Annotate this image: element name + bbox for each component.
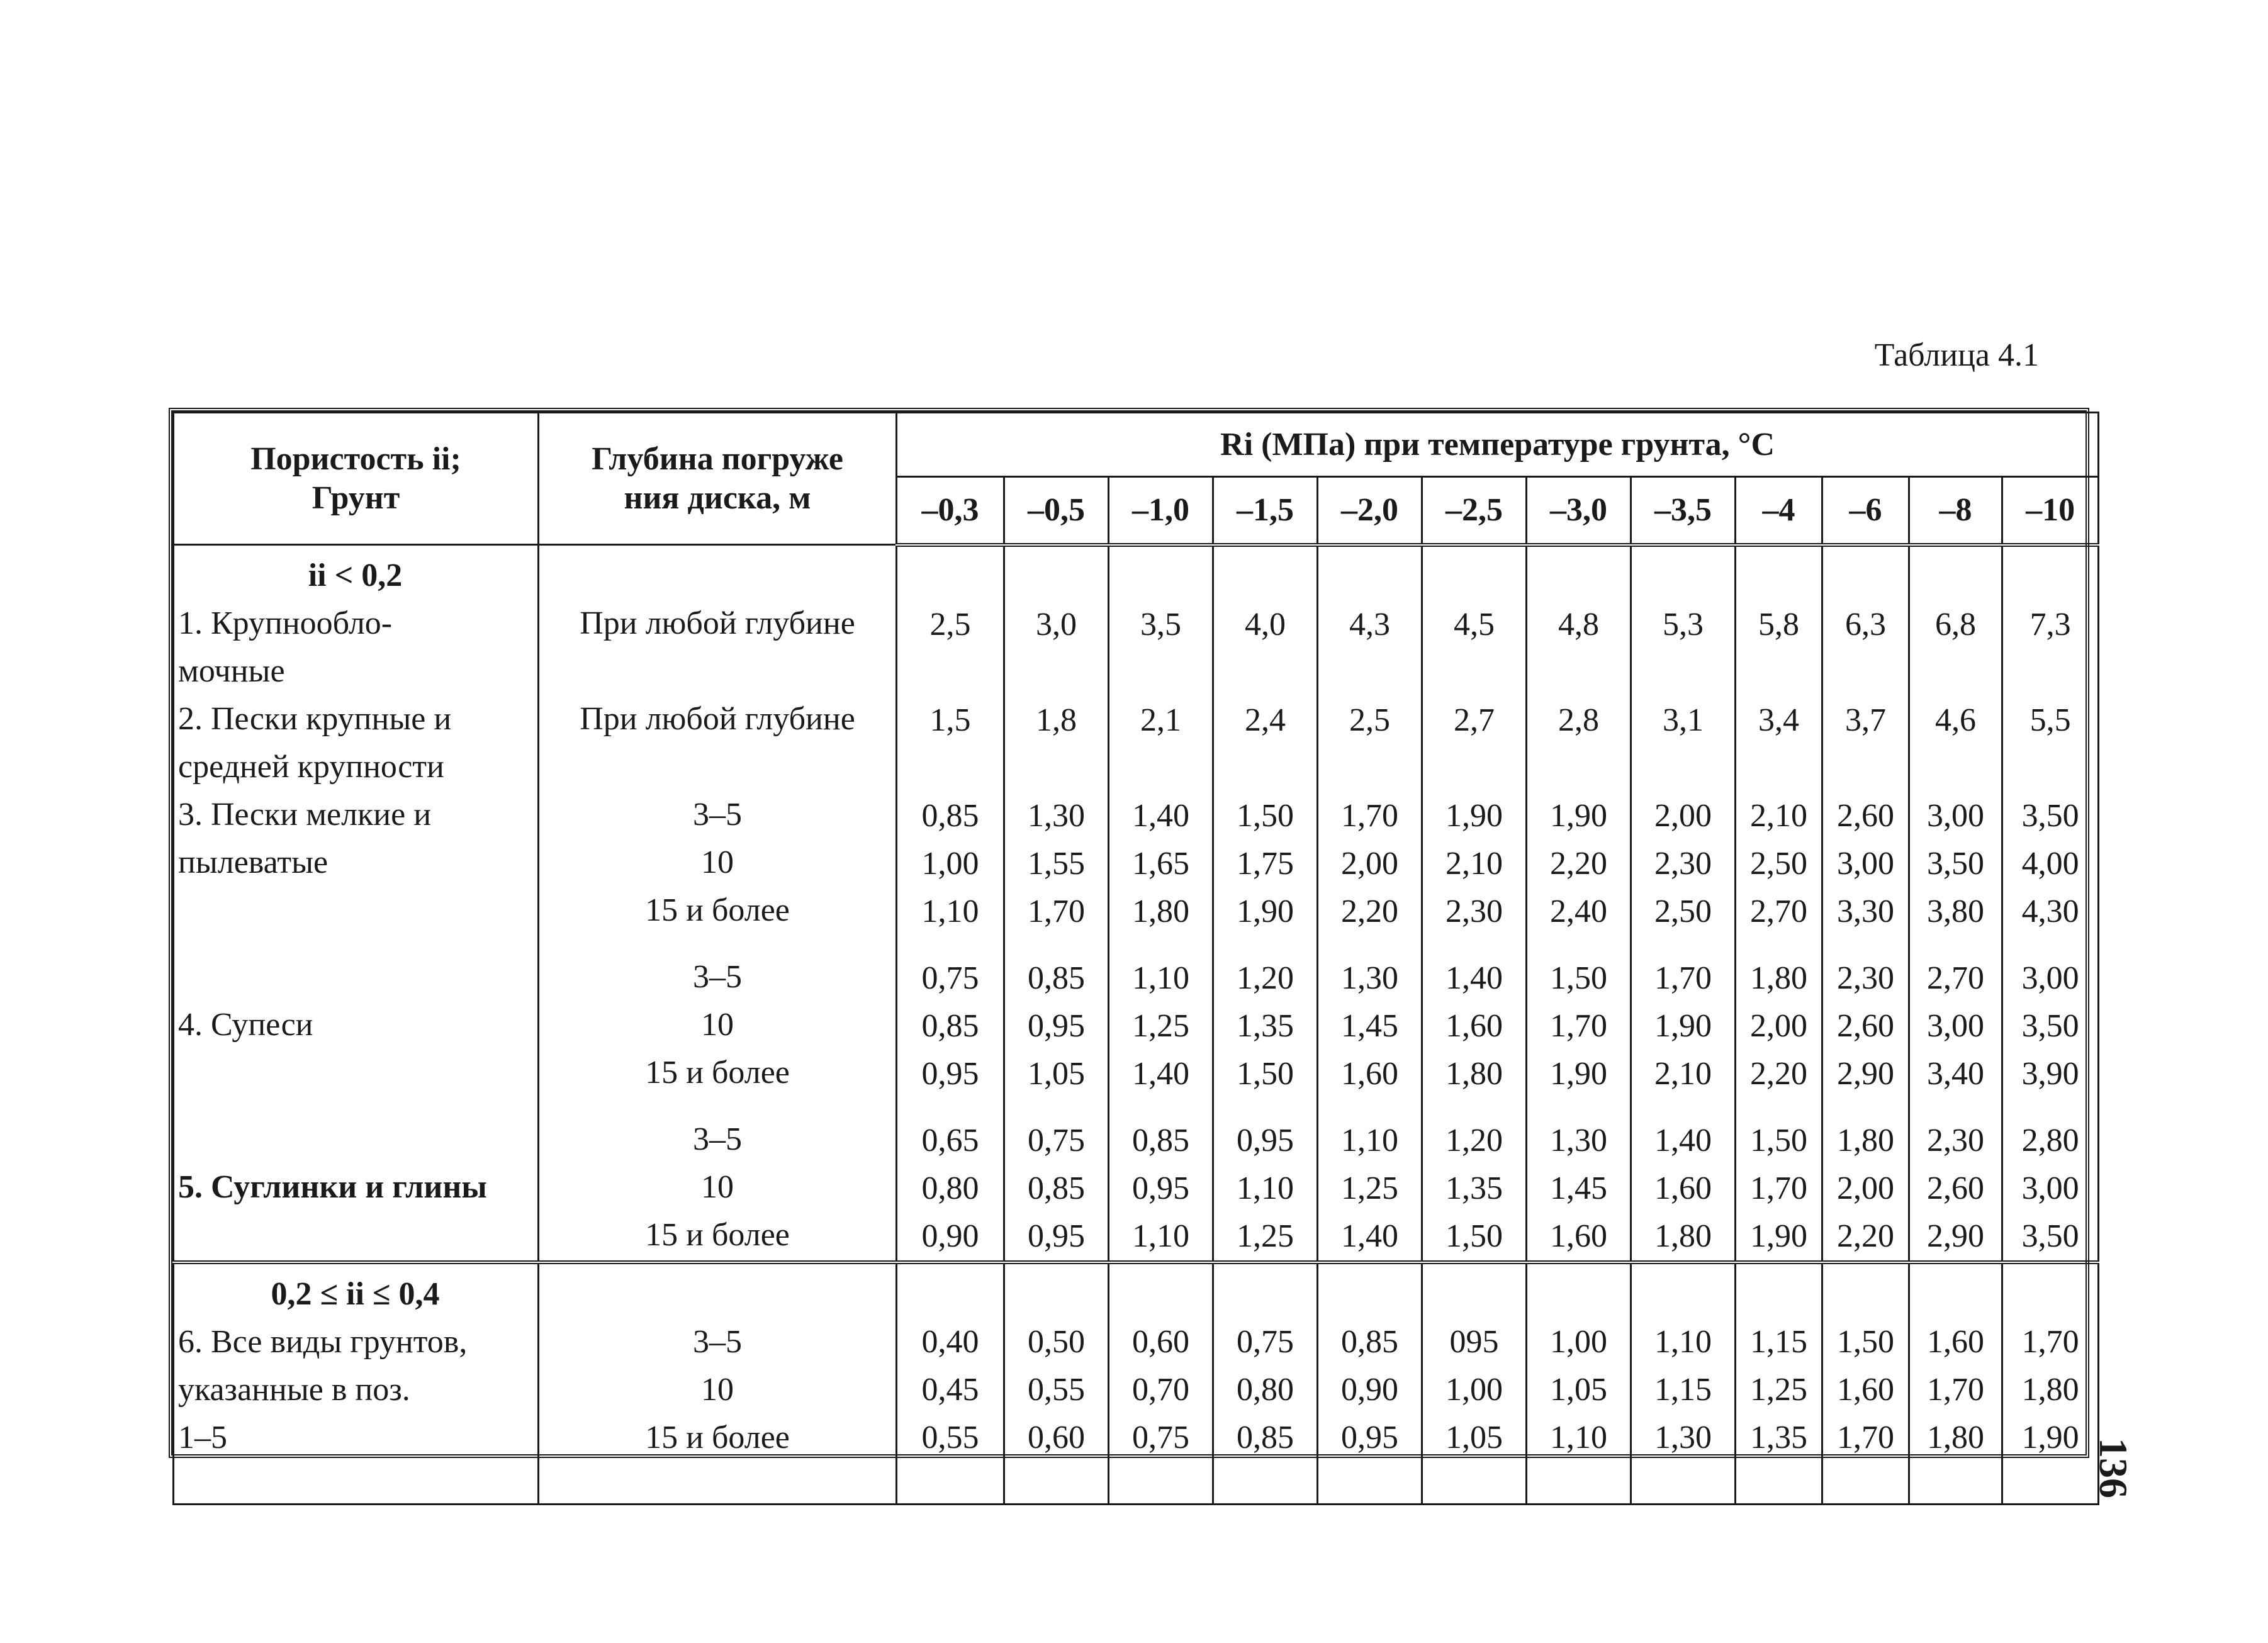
r-value: 1,70 [1750, 1170, 1807, 1206]
soil-name-line: указанные в поз. [178, 1371, 410, 1408]
depth-value: 15 и более [645, 1217, 790, 1253]
value-cell-col-10 [1909, 1262, 2002, 1505]
soil-name-line: 1. Крупнообло- [178, 605, 393, 641]
r-value: 3,50 [2021, 1007, 2079, 1044]
depth-value: 10 [701, 844, 734, 880]
value-cell-col-6 [1527, 545, 1631, 1262]
value-cell-col-1 [1004, 1262, 1109, 1505]
header-soil-line-2: Грунт [312, 479, 400, 516]
r-value: 3,00 [1927, 1007, 1984, 1044]
r-value: 1,80 [2021, 1371, 2079, 1408]
r-value: 1,10 [1550, 1419, 1607, 1455]
r-value: 1,60 [1341, 1055, 1398, 1092]
r-value: 0,85 [1237, 1419, 1294, 1455]
r-value: 1,05 [1028, 1055, 1085, 1092]
r-value: 3,50 [1927, 845, 1984, 882]
r-value: 6,8 [1935, 606, 1976, 642]
r-value: 1,90 [2021, 1419, 2079, 1455]
soil-name-line: 5. Суглинки и глины [178, 1169, 487, 1205]
r-value: 1,45 [1550, 1170, 1607, 1206]
r-value: 2,00 [1341, 845, 1398, 882]
r-value: 7,3 [2029, 606, 2071, 642]
r-value: 3,00 [1837, 845, 1894, 882]
depth-value: При любой глубине [580, 605, 855, 641]
r-value: 1,45 [1341, 1007, 1398, 1044]
header-depth [539, 413, 897, 545]
value-cell-col-0 [897, 1262, 1004, 1505]
header-temp-0: –0,3 [897, 477, 1004, 545]
r-value: 2,60 [1837, 797, 1894, 834]
r-value: 4,8 [1558, 606, 1599, 642]
r-value: 1,50 [1446, 1218, 1503, 1254]
r-value: 5,3 [1663, 606, 1704, 642]
depth-value: 15 и более [645, 1419, 790, 1455]
r-value: 0,95 [921, 1055, 979, 1092]
depth-cell [539, 1262, 897, 1505]
header-depth-line-2: ния диска, м [624, 479, 811, 516]
r-value: 0,90 [1341, 1371, 1398, 1408]
r-value: 1,55 [1028, 845, 1085, 882]
r-value: 1,20 [1237, 960, 1294, 996]
r-value: 2,7 [1454, 702, 1495, 738]
r-value: 0,80 [1237, 1371, 1294, 1408]
r-value: 1,10 [1341, 1122, 1398, 1158]
r-value: 0,85 [1028, 1170, 1085, 1206]
soil-cell [174, 1262, 539, 1505]
r-value: 0,75 [1132, 1419, 1189, 1455]
r-value: 1,00 [1550, 1323, 1607, 1360]
soil-name-line: 6. Все виды грунтов, [178, 1323, 468, 1360]
r-value: 2,20 [1750, 1055, 1807, 1092]
r-value: 0,85 [1028, 960, 1085, 996]
r-value: 0,80 [921, 1170, 979, 1206]
soil-name [178, 695, 532, 791]
r-value: 1,70 [1550, 1007, 1607, 1044]
page-number: 136 [2091, 1438, 2136, 1498]
soil-name-line: пылеватые [178, 844, 328, 880]
r-value: 2,20 [1341, 893, 1398, 929]
r-value: 3,5 [1140, 606, 1181, 642]
r-value: 1,90 [1750, 1218, 1807, 1254]
r-value: 2,70 [1750, 893, 1807, 929]
value-cell-col-9 [1822, 1262, 1909, 1505]
r-value: 2,00 [1750, 1007, 1807, 1044]
soil-name [178, 791, 532, 934]
r-value: 2,5 [1349, 702, 1390, 738]
soil-cell [174, 545, 539, 1262]
header-temp-4: –2,0 [1318, 477, 1422, 545]
header-temp-3: –1,5 [1213, 477, 1318, 545]
header-temperature-group: Ri (МПа) при температуре грунта, °С [897, 413, 2099, 477]
r-value: 1,00 [1446, 1371, 1503, 1408]
r-value: 2,60 [1927, 1170, 1984, 1206]
r-value: 1,8 [1036, 702, 1077, 738]
r-value: 095 [1449, 1323, 1499, 1360]
header-temp-1: –0,5 [1004, 477, 1109, 545]
r-value: 0,55 [1028, 1371, 1085, 1408]
header-temp-10: –8 [1909, 477, 2002, 545]
r-value: 2,10 [1446, 845, 1503, 882]
r-value: 0,85 [921, 1007, 979, 1044]
r-value: 1,90 [1550, 1055, 1607, 1092]
r-value: 2,40 [1550, 893, 1607, 929]
r-value: 0,85 [1132, 1122, 1189, 1158]
r-value: 0,95 [1341, 1419, 1398, 1455]
value-cell-col-4 [1318, 1262, 1422, 1505]
depth-cell [539, 545, 897, 1262]
r-value: 1,15 [1654, 1371, 1712, 1408]
r-value: 1,60 [1654, 1170, 1712, 1206]
r-value: 1,60 [1446, 1007, 1503, 1044]
r-value: 0,60 [1132, 1323, 1189, 1360]
r-value: 1,40 [1446, 960, 1503, 996]
r-value: 1,05 [1550, 1371, 1607, 1408]
r-value: 3,50 [2021, 1218, 2079, 1254]
soil-name-line: 3. Пески мелкие и [178, 797, 432, 833]
r-value: 4,30 [2021, 893, 2079, 929]
r-value: 3,80 [1927, 893, 1984, 929]
header-depth-line-1: Глубина погруже [592, 440, 843, 477]
r-value: 1,5 [929, 702, 971, 738]
r-value: 1,80 [1132, 893, 1189, 929]
r-value: 1,10 [1132, 1218, 1189, 1254]
r-value: 2,10 [1654, 1055, 1712, 1092]
r-value: 1,40 [1341, 1218, 1398, 1254]
r-value: 1,25 [1237, 1218, 1294, 1254]
r-value: 0,60 [1028, 1419, 1085, 1455]
r-value: 2,5 [929, 606, 971, 642]
r-value: 3,1 [1663, 702, 1704, 738]
r-value: 1,50 [1550, 960, 1607, 996]
r-value: 3,00 [2021, 1170, 2079, 1206]
r-value: 4,00 [2021, 845, 2079, 882]
table-caption: Таблица 4.1 [1874, 337, 2039, 373]
r-value: 2,4 [1245, 702, 1286, 738]
r-value: 3,4 [1758, 702, 1799, 738]
r-value: 3,0 [1036, 606, 1077, 642]
r-value: 1,70 [1927, 1371, 1984, 1408]
data-table [172, 412, 2099, 1505]
r-value: 1,10 [1132, 960, 1189, 996]
soil-name [178, 1116, 532, 1259]
r-value: 1,30 [1550, 1122, 1607, 1158]
r-value: 1,10 [1237, 1170, 1294, 1206]
value-cell-col-9 [1822, 545, 1909, 1262]
r-value: 2,70 [1927, 960, 1984, 996]
header-temp-6: –3,0 [1527, 477, 1631, 545]
r-value: 1,90 [1446, 797, 1503, 834]
r-value: 0,85 [1341, 1323, 1398, 1360]
r-value: 0,90 [921, 1218, 979, 1254]
r-value: 1,90 [1550, 797, 1607, 834]
r-value: 2,90 [1927, 1218, 1984, 1254]
r-value: 1,70 [2021, 1323, 2079, 1360]
r-value: 1,35 [1446, 1170, 1503, 1206]
value-cell-col-7 [1631, 1262, 1736, 1505]
r-value: 1,25 [1750, 1371, 1807, 1408]
r-value: 6,3 [1845, 606, 1886, 642]
r-value: 1,50 [1837, 1323, 1894, 1360]
r-value: 1,50 [1750, 1122, 1807, 1158]
r-value: 0,95 [1132, 1170, 1189, 1206]
r-value: 1,60 [1550, 1218, 1607, 1254]
value-cell-col-8 [1736, 1262, 1822, 1505]
r-value: 1,70 [1837, 1419, 1894, 1455]
r-value: 1,90 [1654, 1007, 1712, 1044]
depth-value: 3–5 [693, 797, 742, 833]
r-value: 0,55 [921, 1419, 979, 1455]
r-value: 1,35 [1237, 1007, 1294, 1044]
r-value: 1,80 [1446, 1055, 1503, 1092]
r-value: 1,30 [1028, 797, 1085, 834]
r-value: 1,10 [921, 893, 979, 929]
r-value: 2,00 [1654, 797, 1712, 834]
r-value: 1,80 [1927, 1419, 1984, 1455]
r-value: 1,60 [1927, 1323, 1984, 1360]
r-value: 1,70 [1028, 893, 1085, 929]
header-temp-5: –2,5 [1422, 477, 1527, 545]
r-value: 1,80 [1837, 1122, 1894, 1158]
r-value: 0,65 [921, 1122, 979, 1158]
value-cell-col-10 [1909, 545, 2002, 1262]
r-value: 1,10 [1654, 1323, 1712, 1360]
header-soil [174, 413, 539, 545]
soil-name-line: 2. Пески крупные и [178, 701, 452, 737]
r-value: 0,75 [1028, 1122, 1085, 1158]
r-value: 1,40 [1132, 1055, 1189, 1092]
value-cell-col-5 [1422, 545, 1527, 1262]
r-value: 1,50 [1237, 797, 1294, 834]
r-value: 1,25 [1341, 1170, 1398, 1206]
depth-value: 3–5 [693, 959, 742, 995]
r-value: 0,50 [1028, 1323, 1085, 1360]
value-cell-col-2 [1109, 1262, 1213, 1505]
r-value: 2,30 [1446, 893, 1503, 929]
r-value: 3,7 [1845, 702, 1886, 738]
r-value: 0,95 [1028, 1218, 1085, 1254]
r-value: 0,75 [921, 960, 979, 996]
r-value: 3,40 [1927, 1055, 1984, 1092]
r-value: 2,90 [1837, 1055, 1894, 1092]
r-value: 1,50 [1237, 1055, 1294, 1092]
r-value: 0,95 [1028, 1007, 1085, 1044]
r-value: 1,90 [1237, 893, 1294, 929]
r-value: 1,15 [1750, 1323, 1807, 1360]
depth-value: 10 [701, 1371, 734, 1408]
value-cell-col-6 [1527, 1262, 1631, 1505]
soil-name-line: средней крупности [178, 749, 444, 785]
value-cell-col-11 [2002, 545, 2099, 1262]
r-value: 5,8 [1758, 606, 1799, 642]
r-value: 1,30 [1654, 1419, 1712, 1455]
data-table-frame [169, 408, 2089, 1458]
value-cell-col-11 [2002, 1262, 2099, 1505]
r-value: 3,50 [2021, 797, 2079, 834]
value-cell-col-5 [1422, 1262, 1527, 1505]
r-value: 1,70 [1341, 797, 1398, 834]
r-value: 2,30 [1654, 845, 1712, 882]
value-cell-col-4 [1318, 545, 1422, 1262]
value-cell-col-7 [1631, 545, 1736, 1262]
r-value: 3,30 [1837, 893, 1894, 929]
r-value: 2,30 [1837, 960, 1894, 996]
soil-name-line: мочные [178, 653, 285, 689]
r-value: 1,75 [1237, 845, 1294, 882]
r-value: 0,40 [921, 1323, 979, 1360]
r-value: 1,00 [921, 845, 979, 882]
r-value: 1,60 [1837, 1371, 1894, 1408]
soil-name [178, 1318, 532, 1462]
r-value: 1,20 [1446, 1122, 1503, 1158]
value-cell-col-3 [1213, 545, 1318, 1262]
r-value: 1,05 [1446, 1419, 1503, 1455]
r-value: 4,0 [1245, 606, 1286, 642]
depth-value: 3–5 [693, 1323, 742, 1360]
r-value: 1,40 [1654, 1122, 1712, 1158]
r-value: 1,35 [1750, 1419, 1807, 1455]
r-value: 0,95 [1237, 1122, 1294, 1158]
r-value: 3,90 [2021, 1055, 2079, 1092]
r-value: 1,30 [1341, 960, 1398, 996]
r-value: 0,75 [1237, 1323, 1294, 1360]
depth-value: 15 и более [645, 1055, 790, 1091]
header-temp-9: –6 [1822, 477, 1909, 545]
depth-value: 3–5 [693, 1121, 742, 1157]
section-row [174, 1262, 2099, 1505]
r-value: 2,20 [1837, 1218, 1894, 1254]
r-value: 2,10 [1750, 797, 1807, 834]
r-value: 2,80 [2021, 1122, 2079, 1158]
section-row [174, 545, 2099, 1262]
r-value: 1,65 [1132, 845, 1189, 882]
r-value: 1,70 [1654, 960, 1712, 996]
soil-name-line: 1–5 [178, 1419, 227, 1455]
porosity-band-label: ii < 0,2 [308, 558, 403, 593]
porosity-band-label: 0,2 ≤ ii ≤ 0,4 [271, 1276, 440, 1312]
r-value: 4,6 [1935, 702, 1976, 738]
value-cell-col-0 [897, 545, 1004, 1262]
r-value: 2,30 [1927, 1122, 1984, 1158]
header-temp-7: –3,5 [1631, 477, 1736, 545]
depth-value: 10 [701, 1007, 734, 1043]
r-value: 2,00 [1837, 1170, 1894, 1206]
value-cell-col-8 [1736, 545, 1822, 1262]
header-soil-line-1: Пористость ii; [250, 440, 461, 477]
header-temp-8: –4 [1736, 477, 1822, 545]
r-value: 1,80 [1654, 1218, 1712, 1254]
r-value: 1,40 [1132, 797, 1189, 834]
r-value: 1,80 [1750, 960, 1807, 996]
r-value: 4,5 [1454, 606, 1495, 642]
r-value: 2,20 [1550, 845, 1607, 882]
r-value: 3,00 [1927, 797, 1984, 834]
r-value: 0,85 [921, 797, 979, 834]
value-cell-col-1 [1004, 545, 1109, 1262]
value-cell-col-3 [1213, 1262, 1318, 1505]
header-temp-11: –10 [2002, 477, 2099, 545]
r-value: 3,00 [2021, 960, 2079, 996]
r-value: 2,50 [1750, 845, 1807, 882]
r-value: 2,50 [1654, 893, 1712, 929]
r-value: 0,45 [921, 1371, 979, 1408]
r-value: 5,5 [2029, 702, 2071, 738]
value-cell-col-2 [1109, 545, 1213, 1262]
r-value: 2,8 [1558, 702, 1599, 738]
r-value: 0,70 [1132, 1371, 1189, 1408]
r-value: 4,3 [1349, 606, 1390, 642]
r-value: 2,60 [1837, 1007, 1894, 1044]
depth-value: 10 [701, 1169, 734, 1205]
header-temp-2: –1,0 [1109, 477, 1213, 545]
depth-value: 15 и более [645, 892, 790, 928]
soil-name [178, 953, 532, 1097]
soil-name-line: 4. Супеси [178, 1007, 313, 1043]
soil-name [178, 600, 532, 695]
depth-value: При любой глубине [580, 701, 855, 737]
r-value: 2,1 [1140, 702, 1181, 738]
r-value: 1,25 [1132, 1007, 1189, 1044]
